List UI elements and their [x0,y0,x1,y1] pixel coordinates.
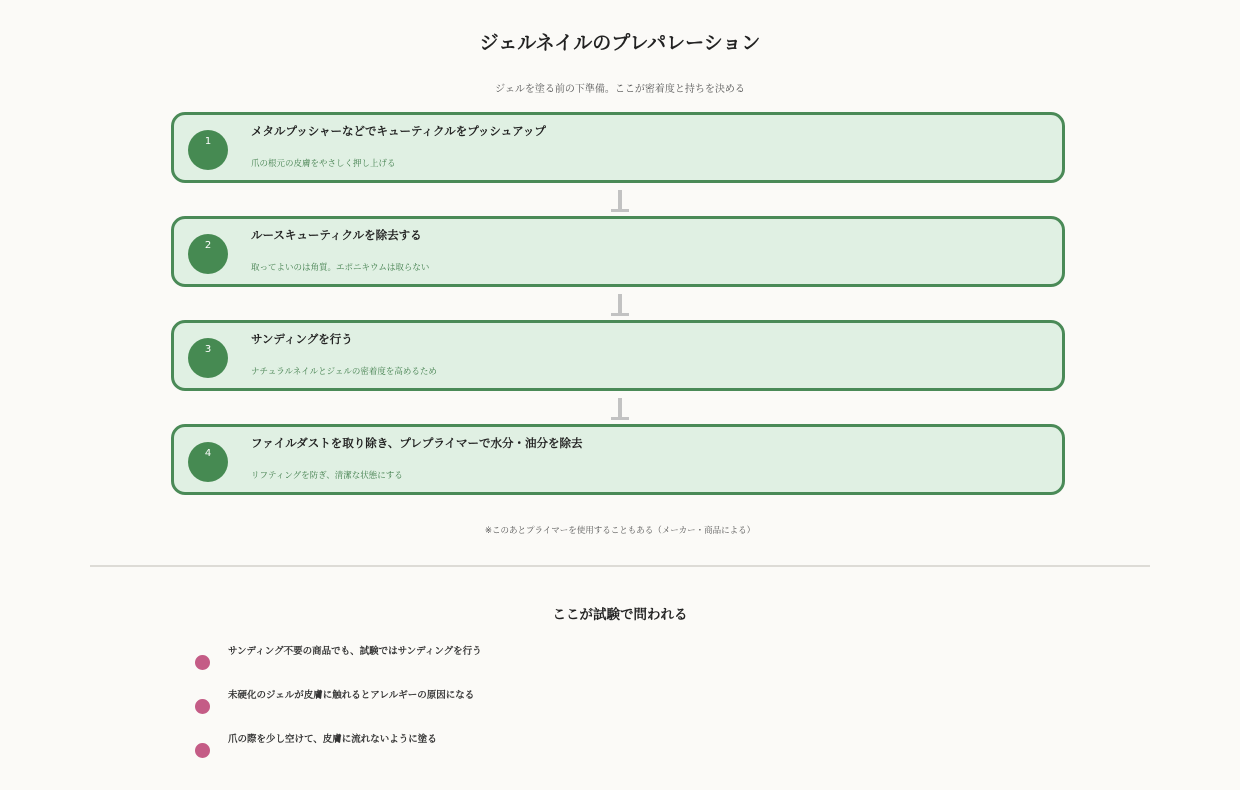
connector-arrow-2 [618,294,622,316]
bullet-dot-icon [195,699,210,714]
exam-point-text: 未硬化のジェルが皮膚に触れるとアレルギーの原因になる [228,690,475,701]
step-number-circle [188,442,228,482]
step-number-circle [188,130,228,170]
step-description: 取ってよいのは角質。エポニキウムは取らない [251,263,430,273]
step-number: 3 [204,344,212,355]
step-card-4 [171,424,1065,495]
exam-point-text: 爪の際を少し空けて、皮膚に流れないように塗る [228,734,437,745]
exam-point-text: サンディング不要の商品でも、試験ではサンディングを行う [228,646,482,657]
step-description: 爪の根元の皮膚をやさしく押し上げる [251,159,396,169]
step-card-2 [171,216,1065,287]
exam-point-1 [195,643,895,673]
section-divider [90,565,1150,567]
step-title: メタルプッシャーなどでキューティクルをプッシュアップ [251,124,546,138]
page-subtitle: ジェルを塗る前の下準備。ここが密着度と持ちを決める [495,84,745,95]
connector-arrow-1 [618,190,622,212]
exam-point-2 [195,687,895,717]
exam-point-3 [195,731,895,761]
step-card-1 [171,112,1065,183]
step-title: サンディングを行う [251,332,353,346]
step-title: ルースキューティクルを除去する [251,228,422,242]
step-number-circle [188,338,228,378]
step-number: 2 [204,240,212,251]
exam-section-title: ここが試験で問われる [552,607,688,623]
step-card-3 [171,320,1065,391]
step-number: 1 [204,136,212,147]
bullet-dot-icon [195,743,210,758]
step-description: リフティングを防ぎ、清潔な状態にする [251,471,403,481]
footnote: ※このあとプライマーを使用することもある（メーカー・商品による） [484,526,756,536]
connector-arrow-3 [618,398,622,420]
step-number-circle [188,234,228,274]
step-title: ファイルダストを取り除き、プレプライマーで水分・油分を除去 [251,436,583,450]
page-title: ジェルネイルのプレパレーション [479,32,761,54]
step-number: 4 [204,448,212,459]
step-description: ナチュラルネイルとジェルの密着度を高めるため [251,367,437,377]
bullet-dot-icon [195,655,210,670]
